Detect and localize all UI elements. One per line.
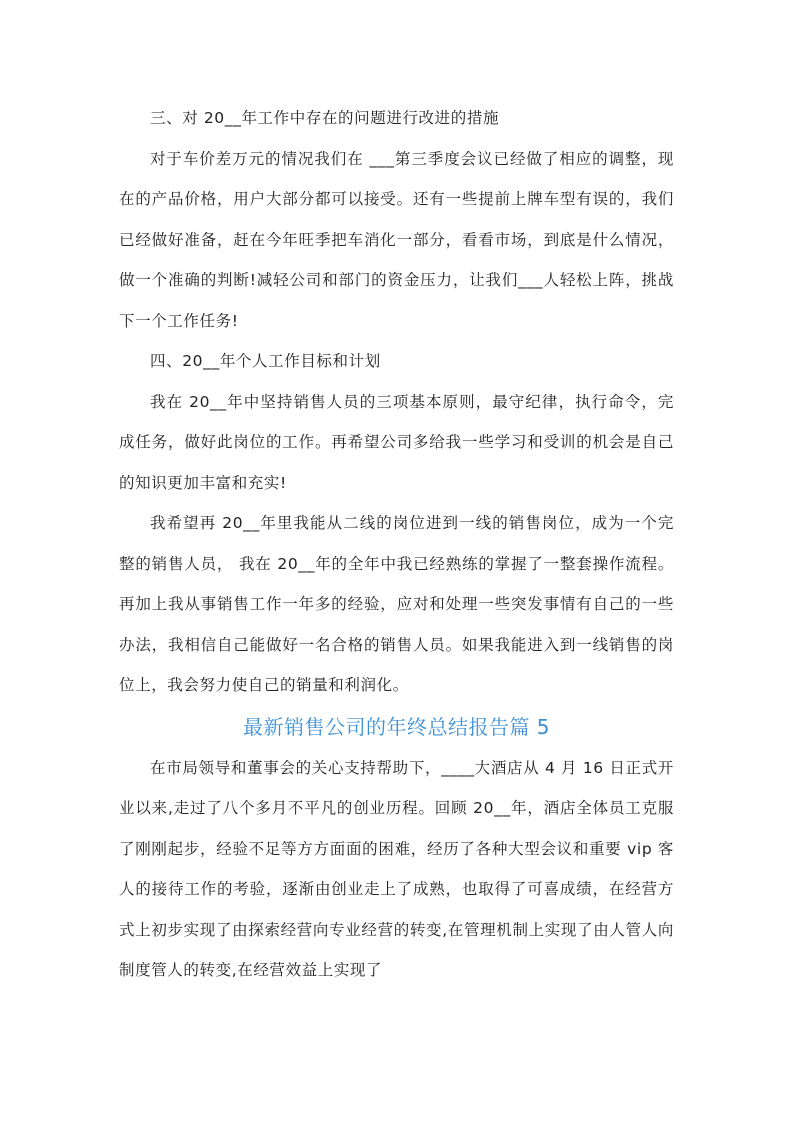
document-body xyxy=(119,98,674,991)
paragraph-hopes: 我希望再 20__年里我能从二线的岗位进到一线的销售岗位，成为一个完整的销售人员， 我在 20__年的全年中我已经熟练的掌握了一整套操作流程。再加上我从事销售工作一年多的经验，应对和处理一些突发事情有自己的一些办法，我相信自己能做好一名合格的销售人员。如果我能进入到一线销售的岗位上，我会努力使自己的销量和利润化。 xyxy=(119,514,674,694)
paragraph-hotel-review: 在市局领导和董事会的关心支持帮助下，____大酒店从 4 月 16 日正式开业以来,走过了八个多月不平凡的创业历程。回顾 20__年，酒店全体员工克服了刚刚起步，经验不足等方方面面的困难，经历了各种大型会议和重要 vip 客人的接待工作的考验，逐渐由创业走上了成熟，也取得了可喜成绩，在经营方式上初步实现了由探索经营向专业经营的转变,在管理机制上实现了由人管人向制度管人的转变,在经营效益上实现了 xyxy=(119,758,674,979)
section-heading-report-5: 最新销售公司的年终总结报告篇 5 xyxy=(242,714,551,739)
section-four-title: 四、20__年个人工作目标和计划 xyxy=(150,352,381,370)
paragraph-price-adjustment: 对于车价差万元的情况我们在 ___第三季度会议已经做了相应的调整，现在的产品价格，用户大部分都可以接受。还有一些提前上牌车型有误的，我们已经做好准备，赶在今年旺季把车消化一部分，看看市场，到底是什么情况， 做一个准确的判断!减轻公司和部门的资金压力，让我们___人轻松上阵，挑战下一个工作任务! xyxy=(119,149,674,330)
paragraph-principles: 我在 20__年中坚持销售人员的三项基本原则，最守纪律，执行命令，完成任务，做好此岗位的工作。再希望公司多给我一些学习和受训的机会是自己的知识更加丰富和充实! xyxy=(119,392,674,492)
section-three-title: 三、对 20__年工作中存在的问题进行改进的措施 xyxy=(150,109,500,127)
